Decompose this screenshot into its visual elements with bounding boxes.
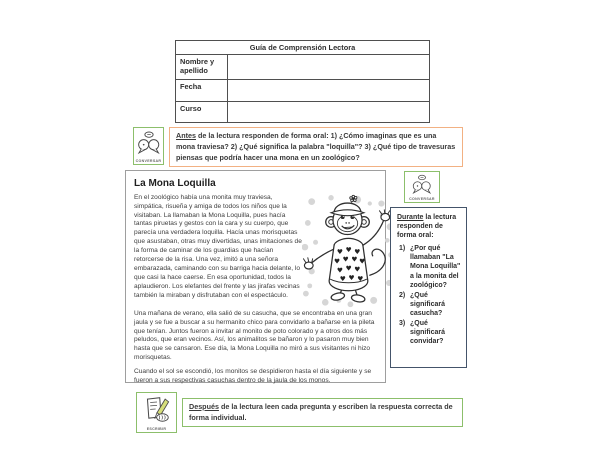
question-text: ¿Qué significará convidar? (410, 320, 446, 346)
conversar-iconbox-2 (404, 171, 440, 203)
svg-text:♥: ♥ (354, 264, 361, 273)
before-text: de la lectura responden de forma oral: 1) ¿Cómo imaginas que es una mona traviesa? 2) ¿Qué significa la palabra "loquilla"? 3) ¿Qué tipo de travesuras piensas que podría hacer una mona en un zoológico? (176, 131, 456, 162)
during-question-1 (399, 244, 462, 289)
escribir-caption: ESCRIBIR (146, 427, 167, 431)
question-number: 2) (399, 291, 406, 299)
name-field[interactable] (228, 54, 429, 79)
conversation-bubbles-icon (410, 174, 434, 196)
svg-text:♥: ♥ (354, 247, 361, 256)
svg-text:♥: ♥ (359, 257, 366, 266)
date-label: Fecha (176, 79, 228, 101)
svg-text:♥: ♥ (351, 255, 358, 264)
before-reading-section (133, 127, 463, 167)
svg-text:♥: ♥ (348, 273, 355, 282)
name-label: Nombre y apellido (176, 54, 228, 79)
conversation-bubbles-icon (136, 130, 162, 157)
svg-text:♥: ♥ (342, 255, 349, 264)
after-instructions (182, 398, 463, 428)
svg-text:♥: ♥ (336, 247, 343, 256)
before-lead: Antes (176, 131, 196, 140)
svg-text:♥: ♥ (357, 274, 364, 283)
worksheet-title: Guía de Comprensión Lectora (249, 43, 356, 52)
during-intro (397, 213, 462, 240)
question-text: ¿Qué significará casucha? (410, 291, 446, 317)
course-label: Curso (176, 101, 228, 122)
after-lead: Después (189, 401, 219, 411)
conversar-iconbox (133, 127, 164, 165)
writing-hand-icon (142, 395, 172, 425)
passage-paragraph-1: En el zoológico había una monita muy traviesa, simpática, risueña y amiga de todos los niños que la visitaban. La llamaban la Mona Loquilla, pues hacía tantas piruetas y gestos con la cara y su cuerpo, que parecía una verdadera loquilla. Hacía unas morisquetas que asustaban, otras muy divertidas, unas imitaciones de la forma de caminar de los guardias que hacían retorcerse de la risa. Una vez, imitó a una señora embarazada, caminando con su barriga hacia delante, lo que casi la hace caerse. En esa oportunidad, todos la aplaudieron. Los elefantes del frente y las jirafas vecinas también la miraban y disfrutaban con el espectáculo. (134, 193, 302, 300)
during-iconbox-wrap (404, 171, 440, 203)
course-field[interactable] (228, 101, 429, 122)
date-field[interactable] (228, 79, 429, 101)
during-lead: Durante (397, 214, 424, 221)
after-text: de la lectura leen cada pregunta y escriben la respuesta correcta de forma individual. (189, 401, 453, 422)
during-question-2 (399, 291, 462, 318)
monkey-illustration (302, 192, 394, 310)
passage-paragraph-2: Una mañana de verano, ella salió de su casucha, que se encontraba en una gran jaula y se fue a buscar a su hermanito chico para convidarlo a bañarse en la pileta que tenían. Juntos fueron a invitar al monito de poto colorado y a otros dos más peludos, que eran vecinos. Así, los animalitos se bañaron y lo pasaron muy bien hasta que se cansaron. Ese día, la Mona Loquilla no miró a sus visitantes ni hizo morisquetas. (134, 309, 375, 362)
escribir-iconbox (136, 392, 177, 433)
before-instructions (169, 127, 463, 167)
question-number: 1) (399, 245, 406, 253)
passage-title: La Mona Loquilla (134, 178, 216, 189)
question-number: 3) (399, 320, 406, 328)
during-intro-text: la lectura responden de forma oral: (397, 214, 457, 240)
svg-text:♥: ♥ (345, 245, 352, 254)
svg-text:♥: ♥ (333, 257, 341, 266)
conversar-caption: CONVERSAR (135, 159, 162, 163)
passage-paragraph-3: Cuando el sol se escondió, los monitos se despidieron hasta el día siguiente y se fueron a sus respectivas casuchas dentro de la jaula de los monos. (134, 368, 372, 385)
conversar-caption-2: CONVERSAR (409, 197, 435, 201)
question-text: ¿Por qué llamaban "La Mona Loquilla" a la monita del zoológico? (410, 245, 461, 289)
svg-text:♥: ♥ (336, 265, 343, 274)
svg-text:♥: ♥ (345, 263, 352, 272)
after-reading-section (136, 392, 463, 433)
during-reading-section (390, 207, 467, 368)
reading-passage-box (125, 170, 386, 383)
svg-text:♥: ♥ (339, 274, 346, 283)
during-question-3 (399, 319, 462, 346)
student-info-table (175, 40, 430, 123)
